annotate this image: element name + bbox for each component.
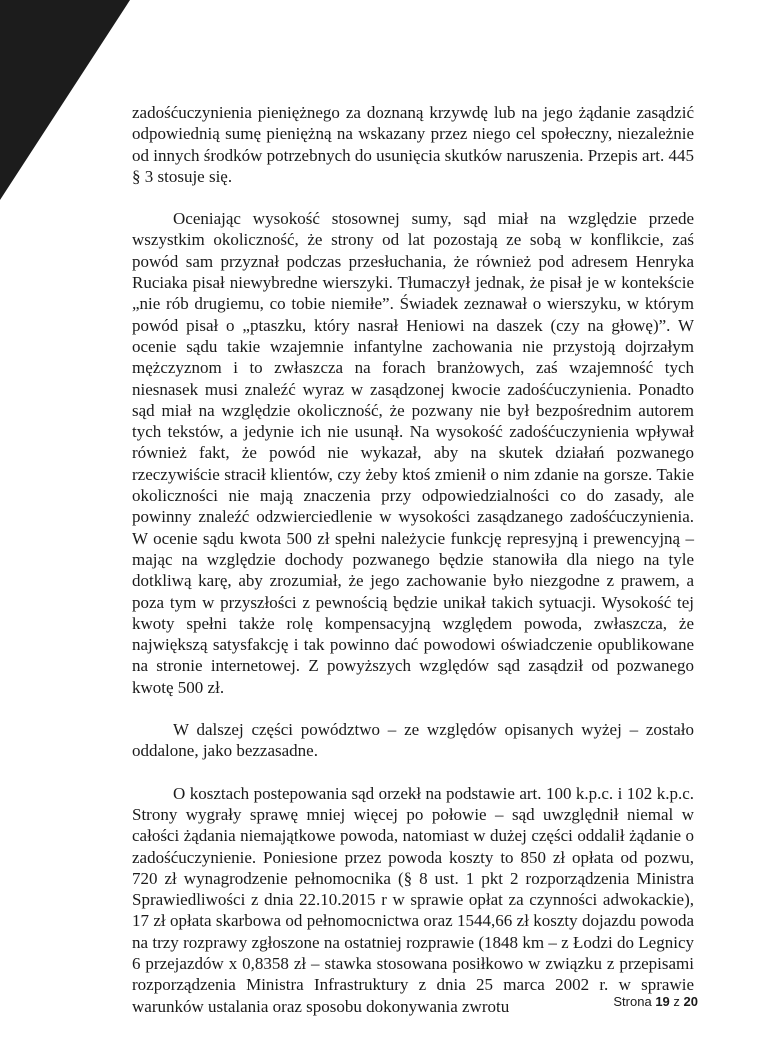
page-number <box>613 994 698 1009</box>
paragraph-4: O kosztach postepowania sąd orzekł na podstawie art. 100 k.p.c. i 102 k.p.c. Strony wygrały sprawę mniej więcej po połowie – sąd uwzględnił niemal w całości żądania niemajątkowe powoda, natomiast w dużej części oddalił żądanie o zadośćuczynienie. Poniesione przez powoda koszty to 850 zł opłata od pozwu, 720 zł wynagrodzenie pełnomocnika (§ 8 ust. 1 pkt 2 rozporządzenia Ministra Sprawiedliwości z dnia 22.10.2015 r w sprawie opłat za czynności adwokackie), 17 zł opłata skarbowa od pełnomocnictwa oraz 1544,66 zł koszty dojazdu powoda na trzy rozprawy zgłoszone na ostatniej rozprawie (1848 km – z Łodzi do Legnicy 6 przejazdów x 0,8358 zł – stawka stosowana posiłkowo w związku z przepisami rozporządzenia Ministra Infrastruktury z dnia 25 marca 2002 r. w sprawie warunków ustalania oraz sposobu dokonywania zwrotu <box>132 783 694 1016</box>
scan-edge-shadow <box>0 0 130 200</box>
total-pages: 20 <box>683 994 698 1009</box>
paragraph-3: W dalszej części powództwo – ze względów opisanych wyżej – zostało oddalone, jako bezzasadne. <box>132 720 694 761</box>
current-page: 19 <box>655 994 670 1009</box>
paragraph-1: zadośćuczynienia pieniężnego za doznaną krzywdę lub na jego żądanie zasądzić odpowiednią sumę pieniężną na wskazany przez niego cel społeczny, niezależnie od innych środków potrzebnych do usunięcia skutków naruszenia. Przepis art. 445 § 3 stosuje się. <box>132 103 694 186</box>
page-label: Strona <box>613 994 652 1009</box>
document-body <box>132 102 694 1038</box>
page-of: z <box>673 994 680 1009</box>
paragraph-2: Oceniając wysokość stosownej sumy, sąd miał na względzie przede wszystkim okoliczność, że strony od lat pozostają ze sobą w konflikcie, zaś powód sam przyznał podczas przesłuchania, że również pod adresem Henryka Ruciaka pisał niewybredne wierszyki. Tłumaczył jednak, że pisał je w kontekście „nie rób drugiemu, co tobie niemiłe”. Świadek zeznawał o wierszyku, w którym powód pisał o „ptaszku, który nasrał Heniowi na daszek (czy na głowę)”. W ocenie sądu takie wzajemnie infantylne zachowania nie przystoją dojrzałym mężczyznom i to zwłaszcza na forach branżowych, zaś wzajemność tych niesnasek musi znaleźć wyraz w zasądzonej kwocie zadośćuczynienia. Ponadto sąd miał na względzie okoliczność, że pozwany nie był bezpośrednim autorem tych tekstów, a jedynie ich nie usunął. Na wysokość zadośćuczynienia wpływał również fakt, że powód nie wykazał, aby na skutek działań pozwanego rzeczywiście stracił klientów, czy żeby ktoś zmienił o nim zdanie na gorsze. Takie okoliczności nie mają znaczenia przy odpowiedzialności co do zasady, ale powinny znaleźć odzwierciedlenie w wysokości zasądzanego zadośćuczynienia. W ocenie sądu kwota 500 zł spełni należycie funkcję represyjną i prewencyjną – mając na względzie dochody pozwanego będzie stanowiła dla niego na tyle dotkliwą karę, aby zrozumiał, że jego zachowanie było niezgodne z prawem, a poza tym w przyszłości z pewnością będzie unikał takich sytuacji. Wysokość tej kwoty spełni także rolę kompensacyjną względem powoda, zwłaszcza, że największą satysfakcję i tak powinno dać powodowi oświadczenie opublikowane na stronie internetowej. Z powyższych względów sąd zasądził od pozwanego kwotę 500 zł. <box>132 209 694 697</box>
